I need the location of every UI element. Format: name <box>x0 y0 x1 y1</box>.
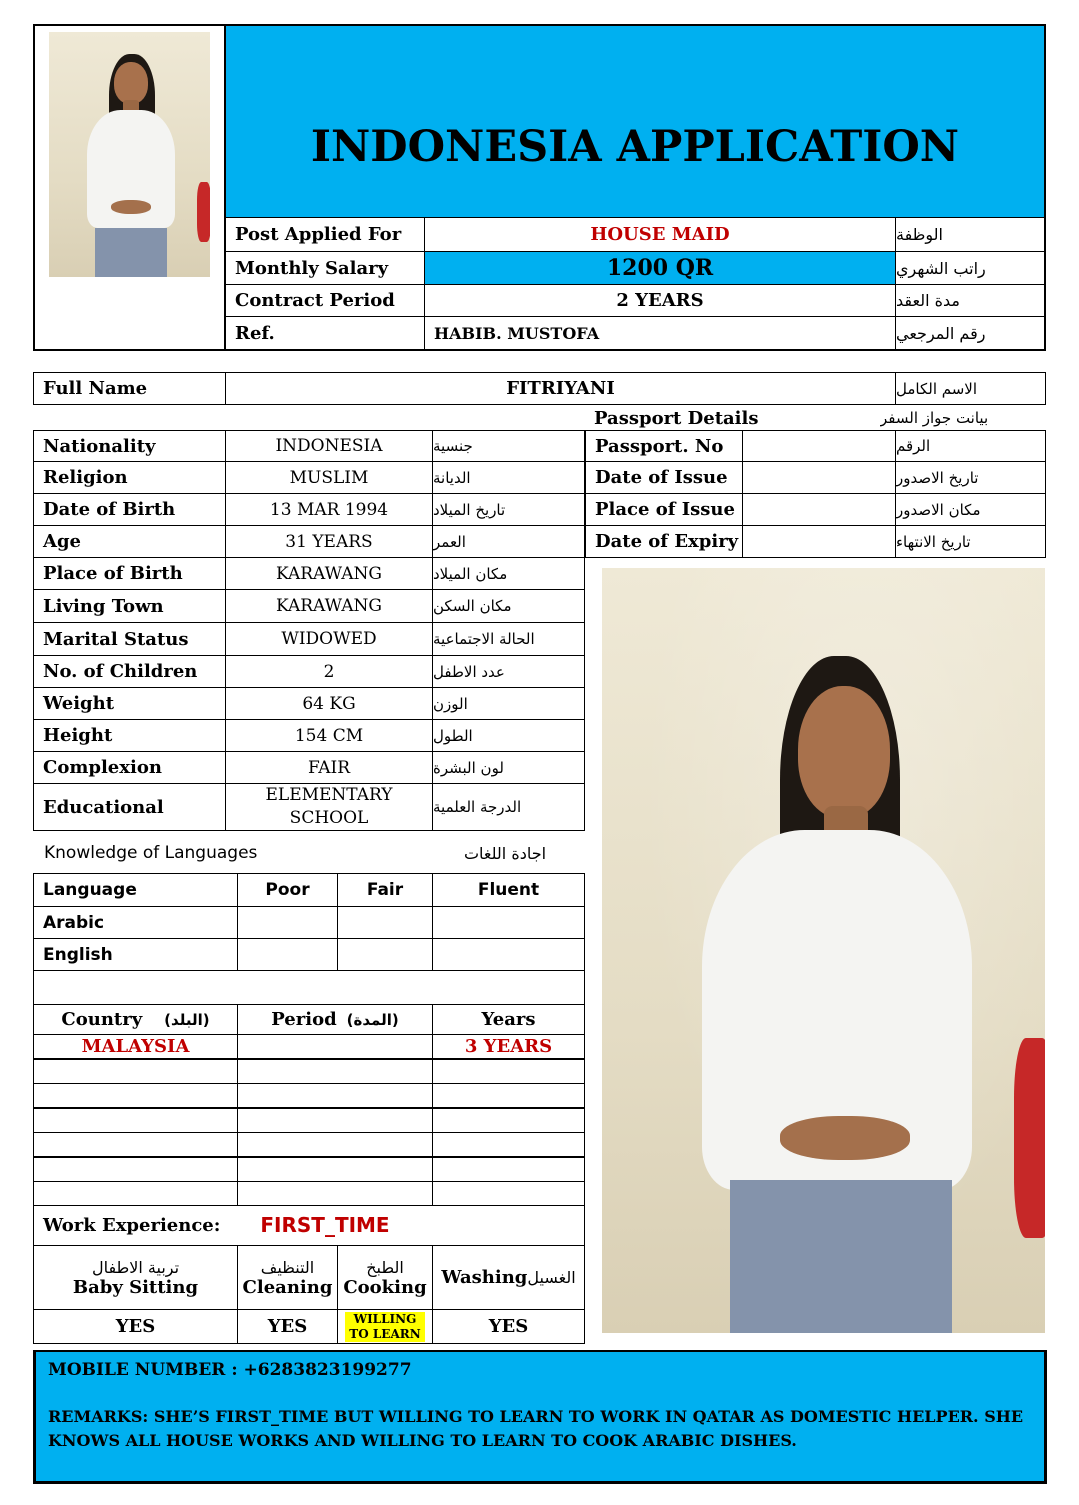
ref-arabic: رقم المرجعي <box>896 323 986 343</box>
experience-years <box>432 1181 585 1206</box>
skill-cleaning-value: YES <box>237 1309 338 1344</box>
date-of-expiry-label: Date of Expiry <box>585 525 743 558</box>
personal-label: Weight <box>33 687 226 720</box>
experience-period <box>237 1181 433 1206</box>
personal-arabic: جنسية <box>432 430 585 462</box>
language-level-cell <box>237 938 338 971</box>
experience-years <box>432 1108 585 1133</box>
post-applied-arabic: الوظفة <box>896 225 943 244</box>
date-of-expiry-arabic: تاريخ الانتهاء <box>895 525 1046 558</box>
personal-value: KARAWANG <box>225 589 433 623</box>
personal-value: FAIR <box>225 751 433 784</box>
skill-cleaning-arabic: التنظيف <box>260 1257 315 1277</box>
passport-title: Passport Details <box>594 407 759 429</box>
full-name-arabic: الاسم الكامل <box>895 372 1046 405</box>
personal-value: 154 CM <box>225 719 433 752</box>
personal-value: 2 <box>225 655 433 688</box>
ref-value: HABIB. MUSTOFA <box>424 317 896 349</box>
language-level-cell <box>337 906 433 939</box>
place-of-issue-arabic: مكان الاصدور <box>895 493 1046 526</box>
remarks: REMARKS: SHE’S FIRST_TIME BUT WILLING TO LEARN TO WORK IN QATAR AS DOMESTIC HELPER. SHE KNOWS ALL HOUSE WORKS AND WILLING TO LEARN TO COOK ARABIC DISHES. <box>48 1407 1024 1450</box>
skill-cooking-arabic: الطبخ <box>366 1257 404 1277</box>
language-header: Poor <box>237 873 338 907</box>
contract-value: 2 YEARS <box>424 285 896 316</box>
passport-title-arabic: بيانت جواز السفر <box>880 409 989 427</box>
post-applied-value: HOUSE MAID <box>424 218 896 251</box>
skill-cooking-badge: WILLING TO LEARN <box>345 1312 425 1342</box>
country-header <box>33 1004 238 1035</box>
personal-value: 31 YEARS <box>225 525 433 558</box>
experience-years <box>432 1132 585 1157</box>
work-experience-row <box>33 1204 585 1246</box>
experience-period <box>237 1157 433 1182</box>
work-experience-label: Work Experience: <box>43 1214 221 1236</box>
personal-arabic: عدد الاطفل <box>432 655 585 688</box>
experience-years <box>432 1083 585 1108</box>
period-header-label: Period <box>271 1009 337 1030</box>
personal-value: KARAWANG <box>225 557 433 590</box>
skill-washing-arabic: الغسيل <box>527 1268 576 1287</box>
mobile-number: MOBILE NUMBER : +6283823199277 <box>48 1360 412 1380</box>
passport-no-label: Passport. No <box>585 430 743 462</box>
personal-value: 13 MAR 1994 <box>225 493 433 526</box>
personal-label: Place of Birth <box>33 557 226 590</box>
skill-cleaning <box>237 1245 338 1310</box>
languages-title-arabic: اجادة اللغات <box>463 843 547 863</box>
personal-value: MUSLIM <box>225 461 433 494</box>
personal-label: Religion <box>33 461 226 494</box>
languages-title: Knowledge of Languages <box>44 843 258 863</box>
passport-no-arabic: الرقم <box>895 430 1046 462</box>
personal-arabic: تاريخ الميلاد <box>432 493 585 526</box>
period-header <box>237 1004 433 1035</box>
experience-period <box>237 1132 433 1157</box>
experience-country <box>33 1059 238 1084</box>
salary-value: 1200 QR <box>424 252 896 284</box>
skill-washing-label: Washing <box>441 1267 528 1288</box>
contract-label: Contract Period <box>235 290 395 311</box>
personal-arabic: مكان السكن <box>432 589 585 623</box>
personal-label: Living Town <box>33 589 226 623</box>
personal-value: INDONESIA <box>225 430 433 462</box>
period-header-arabic: (المدة) <box>346 1010 399 1029</box>
skill-washing-value: YES <box>432 1309 585 1344</box>
personal-value: ELEMENTARY SCHOOL <box>225 783 433 831</box>
personal-arabic: الحالة الاجتماعية <box>432 622 585 656</box>
contract-arabic: مدة العقد <box>896 291 960 310</box>
personal-arabic: الدرجة العلمية <box>432 783 585 831</box>
salary-arabic: راتب الشهري <box>896 258 986 278</box>
personal-label: Complexion <box>33 751 226 784</box>
experience-country <box>33 1181 238 1206</box>
language-header: Fluent <box>432 873 585 907</box>
ref-label: Ref. <box>235 322 275 344</box>
passport-no-value <box>742 430 896 462</box>
language-header: Fair <box>337 873 433 907</box>
experience-country <box>33 1132 238 1157</box>
experience-period <box>237 1108 433 1133</box>
language-level-cell <box>237 906 338 939</box>
experience-years <box>432 1157 585 1182</box>
experience-country <box>33 1083 238 1108</box>
skill-washing <box>432 1245 585 1310</box>
language-level-cell <box>337 938 433 971</box>
experience-period <box>237 1034 433 1059</box>
experience-period <box>237 1059 433 1084</box>
date-of-issue-value <box>742 461 896 494</box>
country-header-label: Country <box>61 1009 143 1030</box>
experience-years: 3 YEARS <box>432 1034 585 1059</box>
language-level-cell <box>432 938 585 971</box>
personal-arabic: الطول <box>432 719 585 752</box>
personal-label: Age <box>33 525 226 558</box>
personal-label: Educational <box>33 783 226 831</box>
experience-country: MALAYSIA <box>33 1034 238 1059</box>
skill-baby-sitting-value: YES <box>33 1309 238 1344</box>
work-experience-value: FIRST_TIME <box>260 1213 390 1237</box>
date-of-issue-arabic: تاريخ الاصدور <box>895 461 1046 494</box>
skill-baby-sitting-label: Baby Sitting <box>72 1276 199 1298</box>
personal-label: Height <box>33 719 226 752</box>
experience-years <box>432 1059 585 1084</box>
language-header: Language <box>33 873 238 907</box>
personal-arabic: العمر <box>432 525 585 558</box>
personal-arabic: مكان الميلاد <box>432 557 585 590</box>
personal-arabic: لون البشرة <box>432 751 585 784</box>
personal-arabic: الديانة <box>432 461 585 494</box>
page-title: INDONESIA APPLICATION <box>310 121 960 172</box>
language-name: Arabic <box>33 906 238 939</box>
date-of-expiry-value <box>742 525 896 558</box>
skill-baby-sitting-arabic: تربية الاطفال <box>91 1257 180 1277</box>
experience-period <box>237 1083 433 1108</box>
language-level-cell <box>432 906 585 939</box>
place-of-issue-label: Place of Issue <box>585 493 743 526</box>
place-of-issue-value <box>742 493 896 526</box>
salary-label: Monthly Salary <box>235 257 389 279</box>
personal-value: 64 KG <box>225 687 433 720</box>
personal-value: WIDOWED <box>225 622 433 656</box>
personal-label: Marital Status <box>33 622 226 656</box>
years-header: Years <box>432 1004 585 1035</box>
language-name: English <box>33 938 238 971</box>
country-header-arabic: (البلد) <box>164 1010 210 1029</box>
personal-label: No. of Children <box>33 655 226 688</box>
applicant-photo-small <box>49 32 210 277</box>
experience-country <box>33 1157 238 1182</box>
skill-cooking-value-cell <box>337 1309 433 1344</box>
applicant-photo-large <box>602 568 1045 1333</box>
skill-baby-sitting <box>33 1245 238 1310</box>
personal-arabic: الوزن <box>432 687 585 720</box>
experience-country <box>33 1108 238 1133</box>
date-of-issue-label: Date of Issue <box>585 461 743 494</box>
skill-cooking <box>337 1245 433 1310</box>
full-name-value: FITRIYANI <box>225 372 896 405</box>
post-applied-label: Post Applied For <box>235 224 402 245</box>
personal-label: Date of Birth <box>33 493 226 526</box>
personal-label: Nationality <box>33 430 226 462</box>
skill-cleaning-label: Cleaning <box>242 1276 333 1298</box>
spacer-row <box>33 969 585 1004</box>
skill-cooking-label: Cooking <box>343 1276 427 1298</box>
title-banner <box>226 26 1044 217</box>
full-name-label: Full Name <box>33 372 226 405</box>
